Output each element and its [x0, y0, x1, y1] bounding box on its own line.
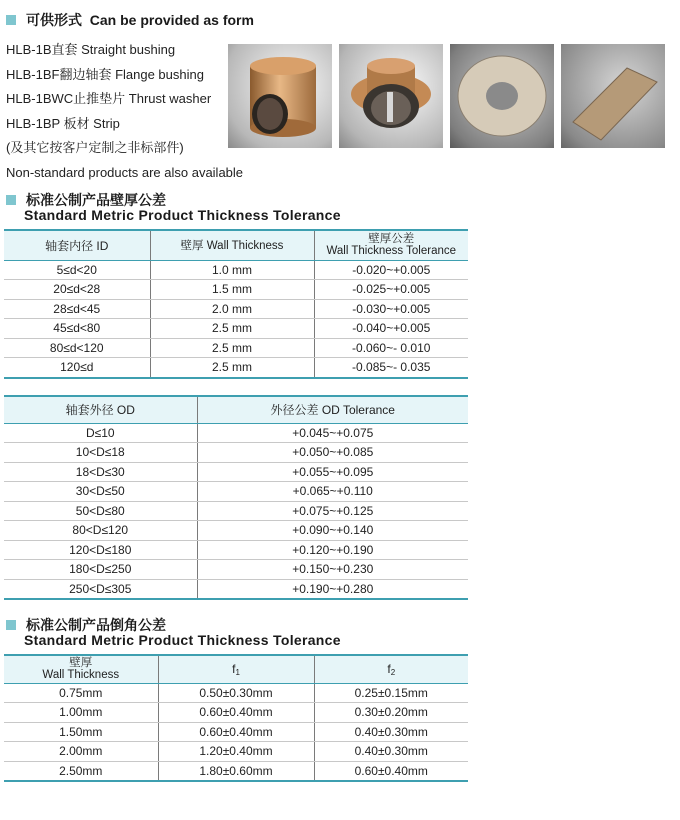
f1-letter: f — [232, 661, 236, 676]
forms-title-en: Can be provided as form — [89, 12, 254, 28]
f1-header — [158, 655, 314, 683]
table-cell: +0.050~+0.085 — [197, 443, 468, 463]
table-cell: 0.30±0.20mm — [314, 703, 468, 723]
forms-line: HLB-1BWC止推垫片 Thrust washer — [6, 91, 212, 106]
tolerance-header — [314, 230, 468, 260]
table-cell: -0.030~+0.005 — [314, 299, 468, 319]
table-cell: +0.150~+0.230 — [197, 560, 468, 580]
forms-line: HLB-1BF翻边轴套 Flange bushing — [6, 66, 204, 82]
table-cell: +0.120~+0.190 — [197, 540, 468, 560]
table-row — [4, 462, 468, 482]
table-cell: 50<D≤80 — [4, 501, 197, 521]
forms-line: HLB-1B直套 Straight bushing — [6, 42, 176, 57]
table-row — [4, 742, 468, 762]
table-cell: -0.025~+0.005 — [314, 280, 468, 300]
table-cell: 5≤d<20 — [4, 260, 150, 280]
chamfer-wall-header-en: Wall Thickness — [42, 669, 120, 682]
section-marker-icon — [6, 195, 16, 205]
tolerance-header-en: Wall Thickness Tolerance — [326, 245, 457, 258]
wall-title-en: Standard Metric Product Thickness Tolerance — [24, 207, 341, 223]
chamfer-title-en: Standard Metric Product Thickness Tolerance — [24, 632, 341, 648]
f2-subscript: 2 — [390, 667, 396, 677]
chamfer-table — [4, 654, 468, 782]
table-cell: 2.5 mm — [150, 319, 314, 339]
product-photos — [228, 44, 665, 148]
table-row — [4, 280, 468, 300]
forms-title-cn: 可供形式 — [26, 12, 82, 28]
table-row — [4, 338, 468, 358]
table-cell: +0.055~+0.095 — [197, 462, 468, 482]
chamfer-wall-header-cn: 壁厚 — [69, 657, 93, 670]
od-table-body — [4, 423, 468, 599]
section-marker-icon — [6, 15, 16, 25]
table-cell: 0.60±0.40mm — [158, 722, 314, 742]
table-cell: 120<D≤180 — [4, 540, 197, 560]
table-cell: 2.00mm — [4, 742, 158, 762]
table-cell: 2.50mm — [4, 761, 158, 781]
table-cell: 1.0 mm — [150, 260, 314, 280]
forms-title — [6, 10, 254, 30]
strip-photo — [561, 44, 665, 148]
table-cell: 0.60±0.40mm — [158, 703, 314, 723]
forms-line: (及其它按客户定制之非标部件) — [6, 140, 184, 155]
table-row — [4, 319, 468, 339]
od-tolerance-table — [4, 395, 468, 600]
table-header-row — [4, 655, 468, 683]
table-cell: 250<D≤305 — [4, 579, 197, 599]
od-tolerance-header: 外径公差 OD Tolerance — [197, 396, 468, 423]
table-cell: 0.40±0.30mm — [314, 742, 468, 762]
tolerance-header-cn: 壁厚公差 — [368, 233, 415, 246]
forms-list — [6, 38, 243, 185]
table-cell: 2.5 mm — [150, 358, 314, 378]
table-cell: 0.40±0.30mm — [314, 722, 468, 742]
table-row — [4, 260, 468, 280]
table-cell: 28≤d<45 — [4, 299, 150, 319]
flange-bushing-icon — [339, 44, 443, 148]
wall-thickness-table — [4, 229, 468, 379]
id-header: 轴套内径 ID — [4, 230, 150, 260]
od-header: 轴套外径 OD — [4, 396, 197, 423]
table-cell: +0.075~+0.125 — [197, 501, 468, 521]
table-cell: +0.190~+0.280 — [197, 579, 468, 599]
table-cell: -0.085~- 0.035 — [314, 358, 468, 378]
chamfer-table-body — [4, 683, 468, 781]
table-row — [4, 482, 468, 502]
table-cell: 10<D≤18 — [4, 443, 197, 463]
table-row — [4, 443, 468, 463]
table-cell: -0.020~+0.005 — [314, 260, 468, 280]
wall-title-cn: 标准公制产品壁厚公差 — [26, 192, 166, 208]
table-cell: 0.75mm — [4, 683, 158, 703]
table-cell: 30<D≤50 — [4, 482, 197, 502]
straight-bushing-photo — [228, 44, 332, 148]
table-cell: 1.00mm — [4, 703, 158, 723]
table-row — [4, 501, 468, 521]
table-row — [4, 579, 468, 599]
table-cell: +0.090~+0.140 — [197, 521, 468, 541]
wall-thickness-header: 壁厚 Wall Thickness — [150, 230, 314, 260]
table-cell: 80<D≤120 — [4, 521, 197, 541]
table-row — [4, 540, 468, 560]
f1-subscript: 1 — [235, 667, 240, 677]
table-cell: 0.50±0.30mm — [158, 683, 314, 703]
flange-bushing-photo — [339, 44, 443, 148]
table-cell: +0.045~+0.075 — [197, 423, 468, 443]
table-row — [4, 683, 468, 703]
table-cell: 0.25±0.15mm — [314, 683, 468, 703]
table-header-row — [4, 230, 468, 260]
chamfer-title-cn: 标准公制产品倒角公差 — [26, 617, 166, 633]
table-cell: 120≤d — [4, 358, 150, 378]
forms-line: Non-standard products are also available — [6, 164, 244, 180]
table-row — [4, 703, 468, 723]
table-header-row — [4, 396, 468, 423]
wall-table-body — [4, 260, 468, 378]
table-row — [4, 358, 468, 378]
chamfer-wall-header — [4, 655, 158, 683]
table-row — [4, 521, 468, 541]
strip-icon — [561, 44, 665, 148]
table-cell: 45≤d<80 — [4, 319, 150, 339]
table-row — [4, 423, 468, 443]
forms-line: HLB-1BP 板材 Strip — [6, 115, 120, 131]
table-cell: 2.5 mm — [150, 338, 314, 358]
table-cell: -0.060~- 0.010 — [314, 338, 468, 358]
table-cell: 1.5 mm — [150, 280, 314, 300]
table-row — [4, 299, 468, 319]
table-cell: 20≤d<28 — [4, 280, 150, 300]
straight-bushing-icon — [228, 44, 332, 148]
section-marker-icon — [6, 620, 16, 630]
table-cell: 80≤d<120 — [4, 338, 150, 358]
table-row — [4, 560, 468, 580]
table-cell: 180<D≤250 — [4, 560, 197, 580]
thrust-washer-icon — [450, 44, 554, 148]
table-cell: 1.20±0.40mm — [158, 742, 314, 762]
f2-header — [314, 655, 468, 683]
table-cell: 1.50mm — [4, 722, 158, 742]
table-row — [4, 761, 468, 781]
table-cell: +0.065~+0.110 — [197, 482, 468, 502]
f2-letter: f — [387, 661, 391, 676]
table-cell: -0.040~+0.005 — [314, 319, 468, 339]
table-cell: 18<D≤30 — [4, 462, 197, 482]
table-cell: D≤10 — [4, 423, 197, 443]
thrust-washer-photo — [450, 44, 554, 148]
table-row — [4, 722, 468, 742]
table-cell: 0.60±0.40mm — [314, 761, 468, 781]
table-cell: 2.0 mm — [150, 299, 314, 319]
table-cell: 1.80±0.60mm — [158, 761, 314, 781]
